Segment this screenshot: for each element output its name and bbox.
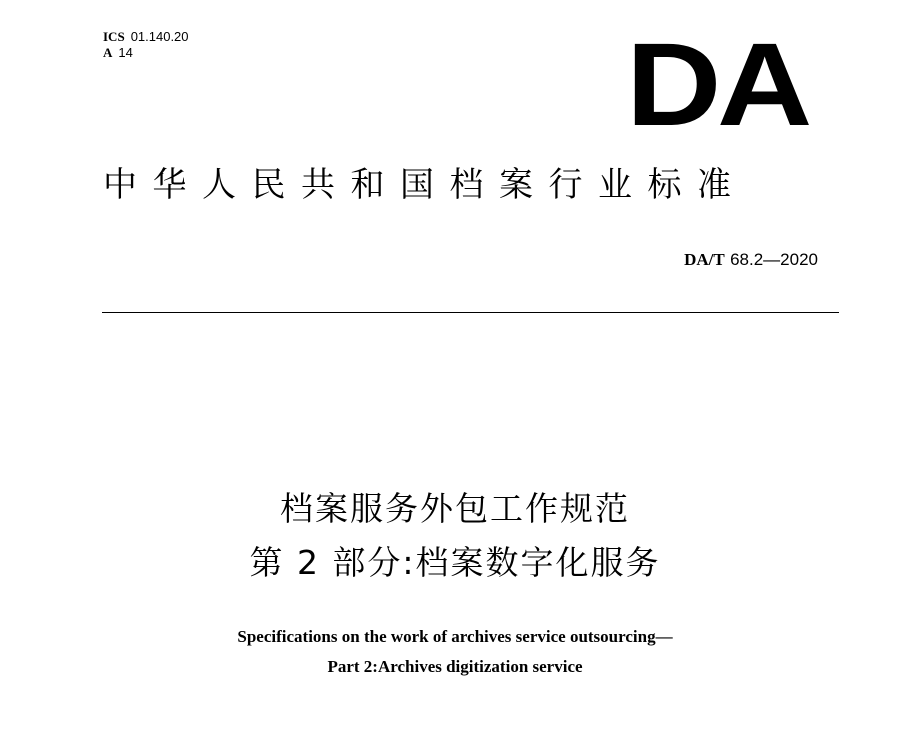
en-title-line1: Specifications on the work of archives service outsourcing—: [237, 627, 673, 646]
standard-number-prefix: DA/T: [684, 250, 725, 269]
da-logo: DA: [626, 19, 808, 151]
standard-number: [684, 248, 818, 272]
header-divider: [102, 312, 839, 313]
ics-value: 01.140.20: [130, 29, 189, 44]
cn-title-line1: 档案服务外包工作规范: [280, 489, 630, 528]
ccs-label: A: [103, 45, 113, 60]
en-title-line2: Part 2:Archives digitization service: [327, 657, 583, 676]
ccs-code: [103, 45, 189, 61]
standard-category-title: 中华人民共和国档案行业标准: [103, 165, 747, 205]
ccs-value: 14: [118, 45, 133, 60]
standard-number-value: 68.2—2020: [730, 250, 818, 269]
ics-label: ICS: [103, 29, 125, 44]
cn-title-line2: 第 2 部分:档案数字化服务: [249, 543, 661, 582]
ics-code: [103, 29, 189, 45]
classification-codes: [103, 29, 189, 61]
